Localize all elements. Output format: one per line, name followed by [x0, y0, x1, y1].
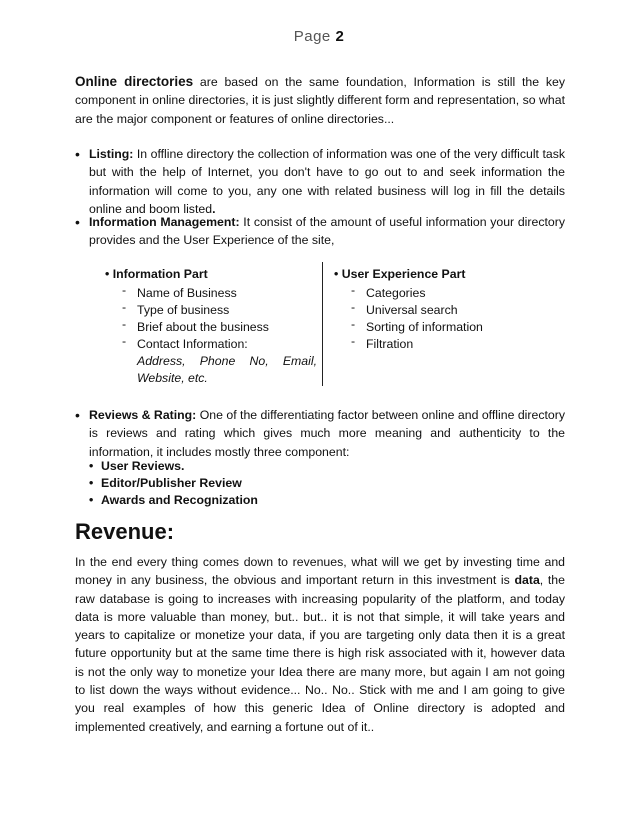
listing-text: In offline directory the collection of information was one of the very difficult task but with the help of Internet, you don't have to go out to and seek information the information will come to you, any one with related business will log in fill the details online and boom listed: [89, 147, 565, 216]
reviews-text: One of the differentiating factor between online and offline directory is reviews and rating which gives much more meaning and authenticity to the information, it includes mostly three component:: [89, 408, 566, 459]
component-awards: • Awards and Recognization: [89, 493, 258, 507]
info-item-name: - Name of Business: [122, 283, 237, 300]
dash-icon: -: [351, 300, 356, 314]
ux-item-filtration: - Filtration: [351, 334, 414, 351]
bullet-icon: •: [75, 407, 80, 423]
dash-icon: -: [122, 334, 127, 348]
component-user-reviews: • User Reviews.: [89, 459, 185, 473]
bullet-icon: •: [75, 146, 80, 162]
dash-icon: -: [351, 283, 356, 297]
bullet-icon: •: [89, 459, 94, 473]
info-management-text: It consist of the amount of useful information your directory provides and the User Experience of the site,: [89, 215, 565, 248]
dash-icon: -: [122, 283, 127, 297]
bullet-icon: •: [105, 267, 113, 281]
component-editor-review: • Editor/Publisher Review: [89, 476, 242, 490]
bullet-icon: •: [334, 267, 342, 281]
bullet-icon: •: [89, 493, 94, 507]
contact-detail: Address, Phone No, Email, Website, etc.: [137, 354, 317, 385]
intro-text: are based on the same foundation, Information is still the key component in online directories, it is just slightly different form and representation, so what are the major component or features of online directories...: [75, 75, 565, 126]
ux-item-search: - Universal search: [351, 300, 458, 317]
column-divider: [322, 262, 323, 386]
bullet-icon: •: [89, 476, 94, 490]
revenue-heading: Revenue:: [75, 519, 175, 544]
listing-bullet: [75, 145, 565, 218]
user-experience-part-heading: • User Experience Part: [334, 267, 466, 281]
listing-end: .: [212, 201, 216, 216]
ux-item-sorting: - Sorting of information: [351, 317, 483, 334]
revenue-paragraph: In the end every thing comes down to revenues, what will we get by investing time and money in any business, the obvious and important return in this investment is data, the raw database is going to increases with increasing popularity of the platform, and today data is more valuable than money, but.. but.. it is not that simple, it will take years and years to capitalize or monetize your data, if you are targeting only data then it is a great future opportunity but at the same time there is high risk associated with it, however data is not the only way to monetize your Idea there are many more, but again I am not going to list down the ways without evidence... No.. No.. Stick with me and I am going to give you real examples of how this generic Idea of Online directory is adopted and implemented creatively, and earning a fortune out of it..: [75, 555, 565, 734]
information-part-heading: • Information Part: [105, 267, 208, 281]
info-item-brief: - Brief about the business: [122, 317, 269, 334]
info-item-contact: - Contact Information:: [122, 334, 248, 351]
info-item-type: - Type of business: [122, 300, 230, 317]
dash-icon: -: [351, 334, 356, 348]
page-label: Page: [293, 28, 331, 45]
page-number: 2: [335, 28, 345, 45]
reviews-label: Reviews & Rating:: [89, 408, 197, 422]
listing-label: Listing:: [89, 147, 134, 161]
dash-icon: -: [122, 317, 127, 331]
dash-icon: -: [122, 300, 127, 314]
dash-icon: -: [351, 317, 356, 331]
intro-paragraph: [75, 73, 565, 128]
revenue-highlight: data: [514, 573, 540, 588]
intro-lead: Online directories: [75, 74, 194, 89]
info-management-bullet: [75, 213, 565, 250]
bullet-icon: •: [75, 214, 80, 230]
info-management-label: Information Management:: [89, 215, 240, 229]
ux-item-categories: - Categories: [351, 283, 426, 300]
page-number-header: [0, 28, 638, 45]
reviews-bullet: [75, 406, 565, 461]
